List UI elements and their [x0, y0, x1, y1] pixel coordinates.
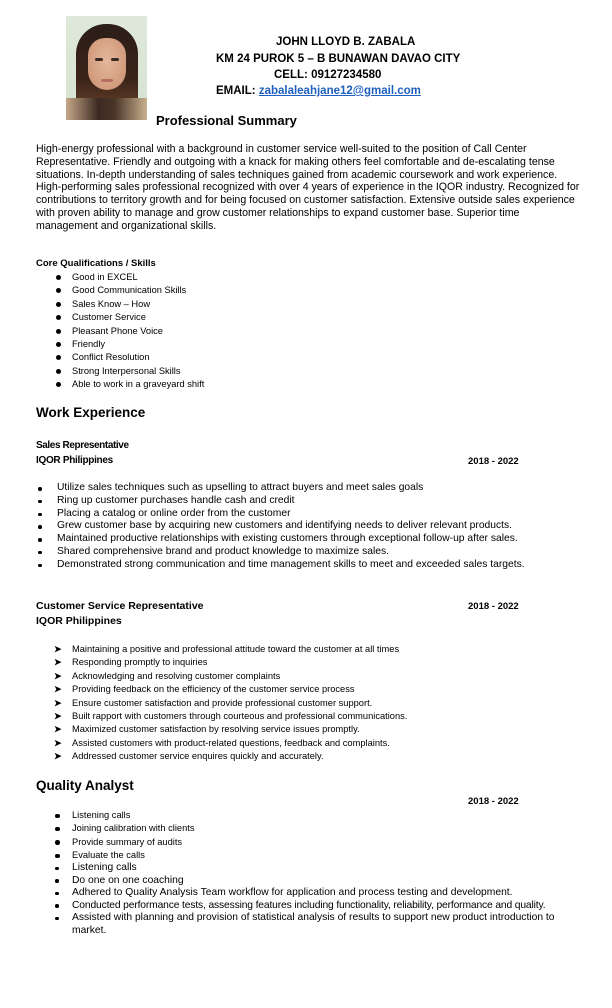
job-bullet: Evaluate the calls	[72, 849, 194, 862]
photo-eye	[111, 58, 119, 61]
summary-paragraph: High-energy professional with a background in customer service well-suited to the position of Call Center Representative. Friendly and outgoing with a knack for making others feel comfortable and de-escalating tense situations. In-depth understanding of sales techniques gained from academic coursework and work experience.	[36, 143, 558, 181]
bullet-icon	[55, 892, 59, 896]
arrow-bullet-icon: ➤	[54, 697, 62, 708]
bullet-icon	[55, 827, 60, 832]
bullet-icon	[56, 288, 61, 293]
profile-photo	[66, 16, 147, 120]
job-bullet: Listening calls	[72, 809, 194, 822]
arrow-bullet-icon: ➤	[54, 644, 62, 654]
bullet-icon	[56, 315, 61, 320]
bullet-icon	[38, 513, 42, 517]
skill-item: Able to work in a graveyard shift	[72, 378, 204, 391]
skill-item: Strong Interpersonal Skills	[72, 365, 204, 378]
job-bullet: Adhered to Quality Analysis Team workflow for application and process testing and development.	[72, 887, 582, 900]
arrow-bullet-icon: ➤	[54, 684, 62, 695]
job-company: IQOR Philippines	[36, 455, 113, 466]
job-bullet: ➤ Ensure customer satisfaction and provide professional customer support.	[72, 697, 407, 710]
arrow-bullet-icon: ➤	[54, 724, 62, 735]
skill-item: Good Communication Skills	[72, 284, 204, 297]
applicant-name: JOHN LLOYD B. ZABALA	[276, 36, 416, 48]
job-bullet: ➤ Maximized customer satisfaction by resolving service issues promptly.	[72, 723, 407, 736]
job-bullet: ➤ Providing feedback on the efficiency of the customer service process	[72, 683, 407, 696]
bullet-icon	[56, 275, 61, 280]
job-bullet: Shared comprehensive brand and product knowledge to maximize sales.	[57, 546, 525, 559]
arrow-bullet-icon: ➤	[54, 670, 62, 681]
job-bullet: Listening calls	[72, 862, 582, 875]
job-bullet: Demonstrated strong communication and time management skills to meet and exceeded sales targets.	[57, 559, 525, 572]
job-bullet: Do one on one coaching	[72, 875, 582, 888]
cell-line	[274, 69, 381, 81]
address: KM 24 PUROK 5 – B BUNAWAN DAVAO CITY	[216, 53, 461, 65]
job-dates: 2018 - 2022	[468, 601, 519, 612]
email-label: EMAIL:	[216, 85, 256, 97]
arrow-bullet-icon: ➤	[54, 751, 62, 762]
photo-lips	[101, 79, 113, 82]
job-bullet: Utilize sales techniques such as upselling to attract buyers and meet sales goals	[57, 482, 525, 495]
job-bullets	[72, 862, 582, 938]
bullet-icon	[55, 814, 60, 819]
job-bullet: Grew customer base by acquiring new customers and identifying needs to deliver relevant products.	[57, 520, 525, 533]
photo-eye	[95, 58, 103, 61]
job-dates: 2018 - 2022	[468, 796, 519, 807]
skill-item: Sales Know – How	[72, 298, 204, 311]
bullet-icon	[38, 500, 42, 504]
cell-number: 09127234580	[311, 69, 382, 81]
skill-item: Conflict Resolution	[72, 351, 204, 364]
job-bullet: Ring up customer purchases handle cash and credit	[57, 495, 525, 508]
bullet-icon	[55, 854, 60, 859]
bullet-icon	[38, 487, 42, 491]
job-bullet: Joining calibration with clients	[72, 822, 194, 835]
job-bullet: Conducted performance tests, assessing features including functionality, reliability, performance and quality.	[72, 900, 582, 913]
job-bullet: Provide summary of audits	[72, 836, 194, 849]
skills-list	[72, 271, 204, 392]
bullet-icon	[38, 551, 42, 555]
bullet-icon	[38, 564, 42, 568]
bullet-icon	[56, 369, 61, 374]
summary-title: Professional Summary	[156, 113, 297, 128]
bullet-icon	[56, 355, 61, 360]
cell-label: CELL:	[274, 69, 308, 81]
arrow-bullet-icon: ➤	[54, 737, 62, 748]
skills-title: Core Qualifications / Skills	[36, 258, 156, 269]
job-dates: 2018 - 2022	[468, 456, 519, 467]
arrow-bullet-icon: ➤	[54, 657, 62, 668]
skill-item: Pleasant Phone Voice	[72, 325, 204, 338]
skill-item: Friendly	[72, 338, 204, 351]
bullet-icon	[38, 538, 42, 542]
job-bullet: ➤ Built rapport with customers through courteous and professional communications.	[72, 710, 407, 723]
bullet-icon	[56, 342, 61, 347]
job-bullet: ➤ Maintaining a positive and professional attitude toward the customer at all times	[72, 643, 407, 656]
bullet-icon	[55, 840, 60, 845]
job-title: Quality Analyst	[36, 778, 134, 793]
bullet-icon	[38, 525, 42, 529]
job-bullet: Placing a catalog or online order from the customer	[57, 508, 525, 521]
bullet-icon	[56, 382, 61, 387]
email-line	[216, 85, 421, 97]
bullet-icon	[56, 329, 61, 334]
bullet-icon	[55, 867, 59, 871]
job-bullet: ➤ Addressed customer service enquires quickly and accurately.	[72, 750, 407, 763]
job-title: Customer Service Representative	[36, 600, 204, 612]
job-bullet: ➤ Responding promptly to inquiries	[72, 656, 407, 669]
bullet-icon	[55, 904, 59, 908]
bullet-icon	[55, 917, 59, 921]
job-bullets	[57, 482, 525, 572]
summary-body	[36, 143, 581, 233]
job-bullet: Assisted with planning and provision of statistical analysis of results to support new product introduction to market.	[72, 912, 582, 937]
job-bullet: ➤ Acknowledging and resolving customer complaints	[72, 670, 407, 683]
arrow-bullet-icon: ➤	[54, 710, 62, 721]
job-title: Sales Representative	[36, 440, 129, 451]
summary-paragraph: High-performing sales professional recognized with over 4 years of experience in the IQOR industry. Recognized for contributions to territory growth and for being focused on customer satisfaction. Extensive outside sales experience with proven ability to manage and grow customer relationships to expand customer base. Superior time management and organizational skills.	[36, 181, 580, 232]
email-link[interactable]: zabalaleahjane12@gmail.com	[258, 85, 421, 97]
bullet-icon	[56, 302, 61, 307]
job-bullets	[54, 643, 408, 764]
bullet-icon	[55, 879, 59, 883]
work-experience-title: Work Experience	[36, 405, 146, 420]
skill-item: Customer Service	[72, 311, 204, 324]
skill-item: Good in EXCEL	[72, 271, 204, 284]
job-bullet: ➤ Assisted customers with product-related questions, feedback and complaints.	[72, 737, 407, 750]
photo-face	[88, 38, 126, 90]
job-company: IQOR Philippines	[36, 615, 122, 627]
photo-shoulders	[66, 98, 147, 120]
job-bullet: Maintained productive relationships with existing customers through exceptional follow-up after sales.	[57, 533, 525, 546]
job-bullets	[72, 809, 194, 863]
